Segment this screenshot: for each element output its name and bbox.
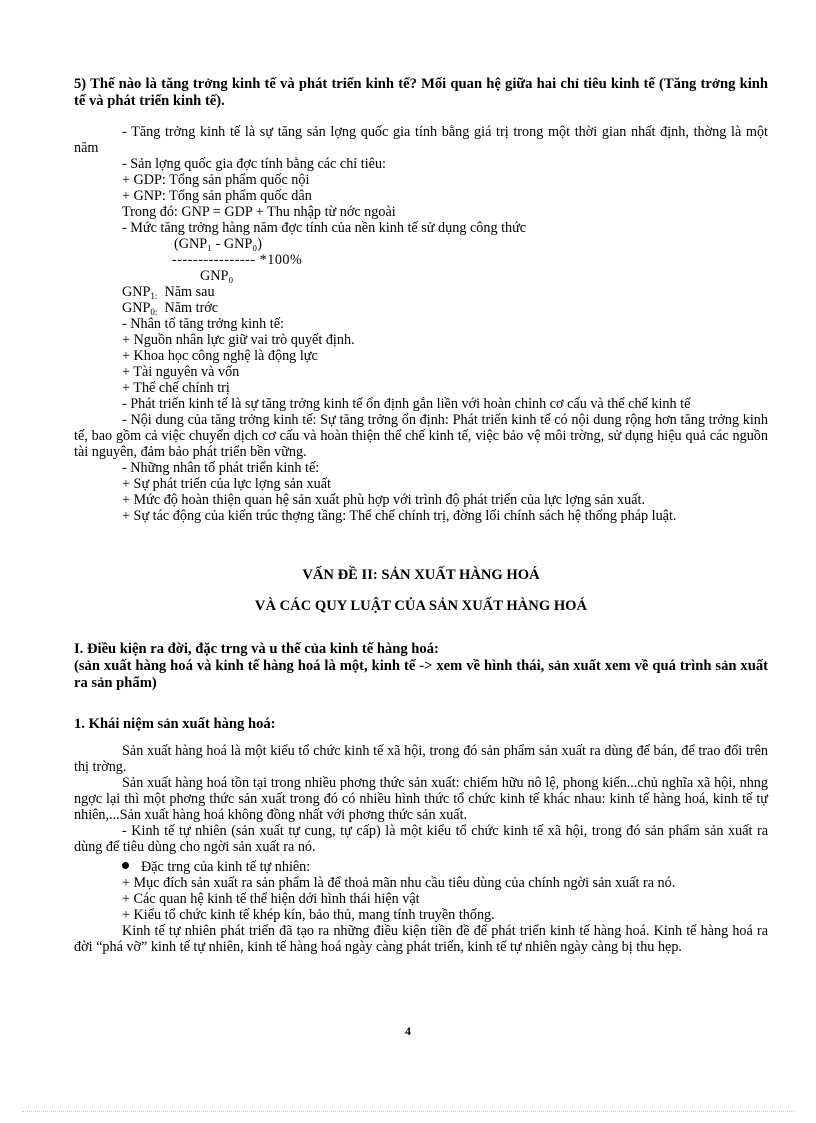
- growth-factor-item: + Nguồn nhân lực giữ vai trò quyết định.: [122, 332, 355, 348]
- gnp0-definition: $GNP_{0:}$ Năm trớc: [122, 300, 219, 317]
- paragraph: - Kinh tế tự nhiên (sản xuất tự cung, tự cấp) là một kiểu tổ chức kinh tế xã hội, trong đó sản phẩm sản xuất ra dùng để tiêu dùng cho ngời sản xuất ra nó.: [74, 823, 768, 856]
- growth-definition: - Tăng trởng kinh tế là sự tăng sản lợng quốc gia tính bằng giá trị trong một thời gian nhất định, thờng là một năm: [74, 124, 768, 156]
- section-heading: I. Điều kiện ra đời, đặc trng và u thế của kinh tế hàng hoá:: [74, 641, 439, 658]
- development-content: - Nội dung của tăng trởng kinh tế: Sự tăng trởng ổn định: Phát triển kinh tế có nội dung rộng hơn tăng trởng kinh tế, bao gồm cả việc chuyển dịch cơ cấu và hoàn thiện thể chế kinh tế, việc bảo vệ môi trờng, sử dụng hiệu quả các nguồn tài nguyên, đảm bảo phát triển bền vững.: [74, 412, 768, 460]
- growth-rate-line: - Mức tăng trởng hàng năm đợc tính của nền kinh tế sử dụng công thức: [122, 220, 527, 236]
- bullet-dot-icon: [122, 862, 129, 869]
- gnp1-definition: $GNP_{1:}$ Năm sau: [122, 284, 215, 301]
- gdp-line: + GDP: Tổng sản phẩm quốc nội: [122, 172, 310, 188]
- chapter-title-line1: VẤN ĐỀ II: SẢN XUẤT HÀNG HOÁ: [302, 566, 540, 583]
- paragraph: Sản xuất hàng hoá tồn tại trong nhiều phơng thức sản xuất: chiếm hữu nô lệ, phong kiến...chủ nghĩa xã hội, nhng ngợc lại thì một phơng thức sản xuất trong đó có nhiều hình thức tổ chức kinh tế khác nhau: kinh tế hàng hoá, kinh tế tự nhiên,...Sản xuất hàng hoá không đồng nhất với phơng thức sản xuất.: [74, 775, 768, 824]
- development-factor-item: + Mức độ hoàn thiện quan hệ sản xuất phù hợp với trình độ phát triển của lực lợng sản xuất.: [122, 492, 646, 508]
- chapter-title-line2: VÀ CÁC QUY LUẬT CỦA SẢN XUẤT HÀNG HOÁ: [254, 598, 588, 615]
- page-number: 4: [405, 1024, 411, 1038]
- formula-fraction-line: ---------------- *100%: [172, 252, 303, 268]
- development-definition: - Phát triển kinh tế là sự tăng trởng kinh tế ổn định gắn liền với hoàn chỉnh cơ cấu và thể chế kinh tế: [122, 396, 691, 412]
- output-indicators: - Sản lợng quốc gia đợc tính bằng các chỉ tiêu:: [122, 156, 386, 172]
- document-page: [74, 76, 768, 955]
- bullet-sub-item: + Kiểu tổ chức kinh tế khép kín, bảo thủ, mang tính truyền thống.: [122, 907, 495, 924]
- question-heading: 5) Thế nào là tăng trởng kinh tế và phát triển kinh tế? Mối quan hệ giữa hai chỉ tiêu kinh tế (Tăng trởng kinh tế và phát triển kinh tế).: [74, 76, 768, 109]
- formula-denominator: GNP₀: [200, 268, 234, 284]
- growth-factor-item: + Tài nguyên và vốn: [122, 364, 240, 380]
- subsection-heading: 1. Khái niệm sản xuất hàng hoá:: [74, 716, 276, 733]
- formula-numerator: (GNP₁ - GNP₀): [174, 236, 262, 252]
- gnp-line: + GNP: Tổng sản phẩm quốc dân: [122, 188, 312, 204]
- paragraph: Kinh tế tự nhiên phát triển đã tạo ra những điều kiện tiền đề để phát triển kinh tế hàng hoá. Kinh tế hàng hoá ra đời “phá vỡ” kinh tế tự nhiên, kinh tế hàng hoá ngày càng phát triển, kinh tế tự nhiên ngày càng bị thu hẹp.: [74, 923, 768, 956]
- development-factor-item: + Sự phát triển của lực lợng sản xuất: [122, 476, 331, 492]
- bullet-item: Đặc trng của kinh tế tự nhiên:: [74, 859, 768, 875]
- bullet-sub-item: + Các quan hệ kinh tế thể hiện dới hình thái hiện vật: [122, 891, 420, 908]
- paragraph: Sản xuất hàng hoá là một kiểu tổ chức kinh tế xã hội, trong đó sản phẩm sản xuất ra dùng để bán, để trao đổi trên thị trờng.: [74, 743, 768, 776]
- growth-factors-title: - Nhân tố tăng trởng kinh tế:: [122, 316, 284, 332]
- section-note: (sản xuất hàng hoá và kinh tế hàng hoá là một, kinh tế -> xem về hình thái, sản xuất xem về quá trình sản xuất ra sản phẩm): [74, 658, 768, 692]
- bullet-sub-item: + Mục đích sản xuất ra sản phẩm là để thoả mãn nhu cầu tiêu dùng của chính ngời sản xuất ra nó.: [122, 875, 676, 892]
- development-factor-item: + Sự tác động của kiến trúc thợng tầng: Thể chế chính trị, đờng lối chính sách hệ thống pháp luật.: [122, 508, 677, 524]
- development-factors-title: - Những nhân tố phát triển kinh tế:: [122, 460, 320, 476]
- page-bottom-divider: [22, 1111, 794, 1112]
- growth-factor-item: + Khoa học công nghệ là động lực: [122, 348, 318, 364]
- gnp-formula-line: Trong đó: GNP = GDP + Thu nhập từ nớc ngoài: [122, 204, 396, 220]
- growth-factor-item: + Thể chế chính trị: [122, 380, 230, 396]
